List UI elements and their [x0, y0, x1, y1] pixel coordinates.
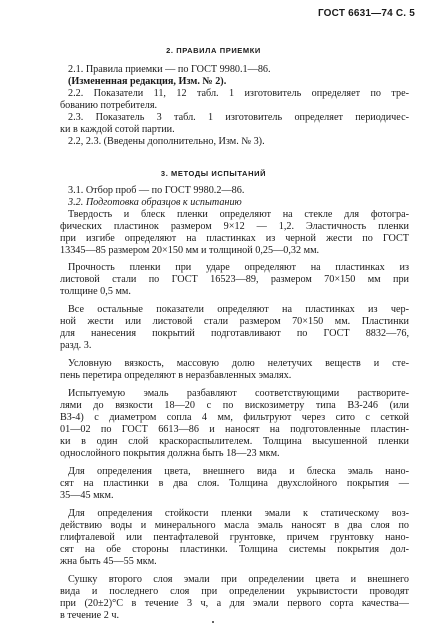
paragraph-line: листовой стали по ГОСТ 16523—89, размером 70×150 мм при	[60, 274, 409, 285]
paragraph-line: 35—45 мкм.	[60, 490, 114, 501]
paragraph-line: в течение 2 ч.	[60, 610, 120, 621]
paragraph-line: действию воды и минерального масла эмаль наносят в два слоя по	[60, 520, 409, 531]
amendment-note: (Измененная редакция, Изм. № 2).	[68, 76, 227, 87]
paragraph-line: при изгибе определяют на пластинках из черной жести по ГОСТ	[60, 233, 409, 244]
paragraph-line: однослойного покрытия должна быть 18—23 мкм.	[60, 448, 280, 459]
paragraph-line: жна быть 45—55 мкм.	[60, 556, 157, 567]
paragraph-line: 2.2. Показатели 11, 12 табл. 1 изготовитель определяет по тре-	[68, 88, 409, 99]
paragraph-line: 2.1. Правила приемки — по ГОСТ 9980.1—86.	[68, 64, 271, 75]
subsection-title: 3.2. Подготовка образцов к испытанию	[68, 197, 242, 208]
paragraph-line: Все остальные показатели определяют на пластинках из чер-	[68, 304, 409, 315]
section-heading-test-methods: 3. МЕТОДЫ ИСПЫТАНИЙ	[160, 169, 267, 178]
paragraph-line: лями до вязкости 18—20 с по вискозиметру типа ВЗ-246 (или	[60, 400, 409, 411]
paragraph-line: 3.1. Отбор проб — по ГОСТ 9980.2—86.	[68, 185, 245, 196]
paragraph-line: ки в один слой краскораспылителем. Толщина высушенной пленки	[60, 436, 409, 447]
paragraph-line: разд. 3.	[60, 340, 92, 351]
paragraph-line: сят на пластинки в два слоя. Толщина двухслойного покрытия —	[60, 478, 409, 489]
paragraph-line: Для определения стойкости пленки эмали к статическому воз-	[68, 508, 409, 519]
page-header: ГОСТ 6631—74 С. 5	[317, 8, 415, 19]
paragraph-line: Сушку второго слоя эмали при определении цвета и внешнего	[68, 574, 409, 585]
paragraph-line: толщине 0,5 мм.	[60, 286, 131, 297]
paragraph-line: Твердость и блеск пленки определяют на стекле для фотогра-	[68, 209, 409, 220]
paragraph-line: пень перетира определяют в неразбавленных эмалях.	[60, 370, 292, 381]
paragraph-line: 13345—85 размером 20×150 мм и толщиной 0,25—0,32 мм.	[60, 245, 320, 256]
paragraph-line: бованию потребителя.	[60, 100, 158, 111]
amendment-note: 2.2, 2.3. (Введены дополнительно, Изм. № 3).	[68, 136, 265, 147]
paragraph-line: Условную вязкость, массовую долю нелетучих веществ и сте-	[68, 358, 409, 369]
section-heading-acceptance: 2. ПРАВИЛА ПРИЕМКИ	[166, 46, 261, 55]
paragraph-line: Для определения цвета, внешнего вида и блеска эмаль нано-	[68, 466, 409, 477]
page-mark	[212, 621, 214, 623]
paragraph-line: фических пластинок размером 9×12 — 1,2. Эластичность пленки	[60, 221, 409, 232]
paragraph-line: Прочность пленки при ударе определяют на пластинках из	[68, 262, 409, 273]
paragraph-line: при (20±2)°С в течение 3 ч, а для эмали первого сорта качества—	[60, 598, 409, 609]
paragraph-line: сят на обе стороны пластинки. Толщина системы покрытия дол-	[60, 544, 409, 555]
paragraph-line: 01—02 по ГОСТ 6613—86 и наносят на подготовленные пластин-	[60, 424, 409, 435]
paragraph-line: ки в каждой сотой партии.	[60, 124, 175, 135]
paragraph-line: ной жести или листовой стали размером 70×150 мм. Пластинки	[60, 316, 409, 327]
paragraph-line: Испытуемую эмаль разбавляют соответствующими растворите-	[68, 388, 409, 399]
paragraph-line: 2.3. Показатель 3 табл. 1 изготовитель определяет периодичес-	[68, 112, 409, 123]
paragraph-line: глифталевой или пентафталевой грунтовке, причем грунтовку нано-	[60, 532, 409, 543]
paragraph-line: вида и последнего слоя при определении укрывистости проводят	[60, 586, 409, 597]
paragraph-line: для нанесения покрытий подготавливают по ГОСТ 8832—76,	[60, 328, 409, 339]
paragraph-line: ВЗ-4) с диаметром сопла 4 мм, фильтруют через сито с сеткой	[60, 412, 409, 423]
